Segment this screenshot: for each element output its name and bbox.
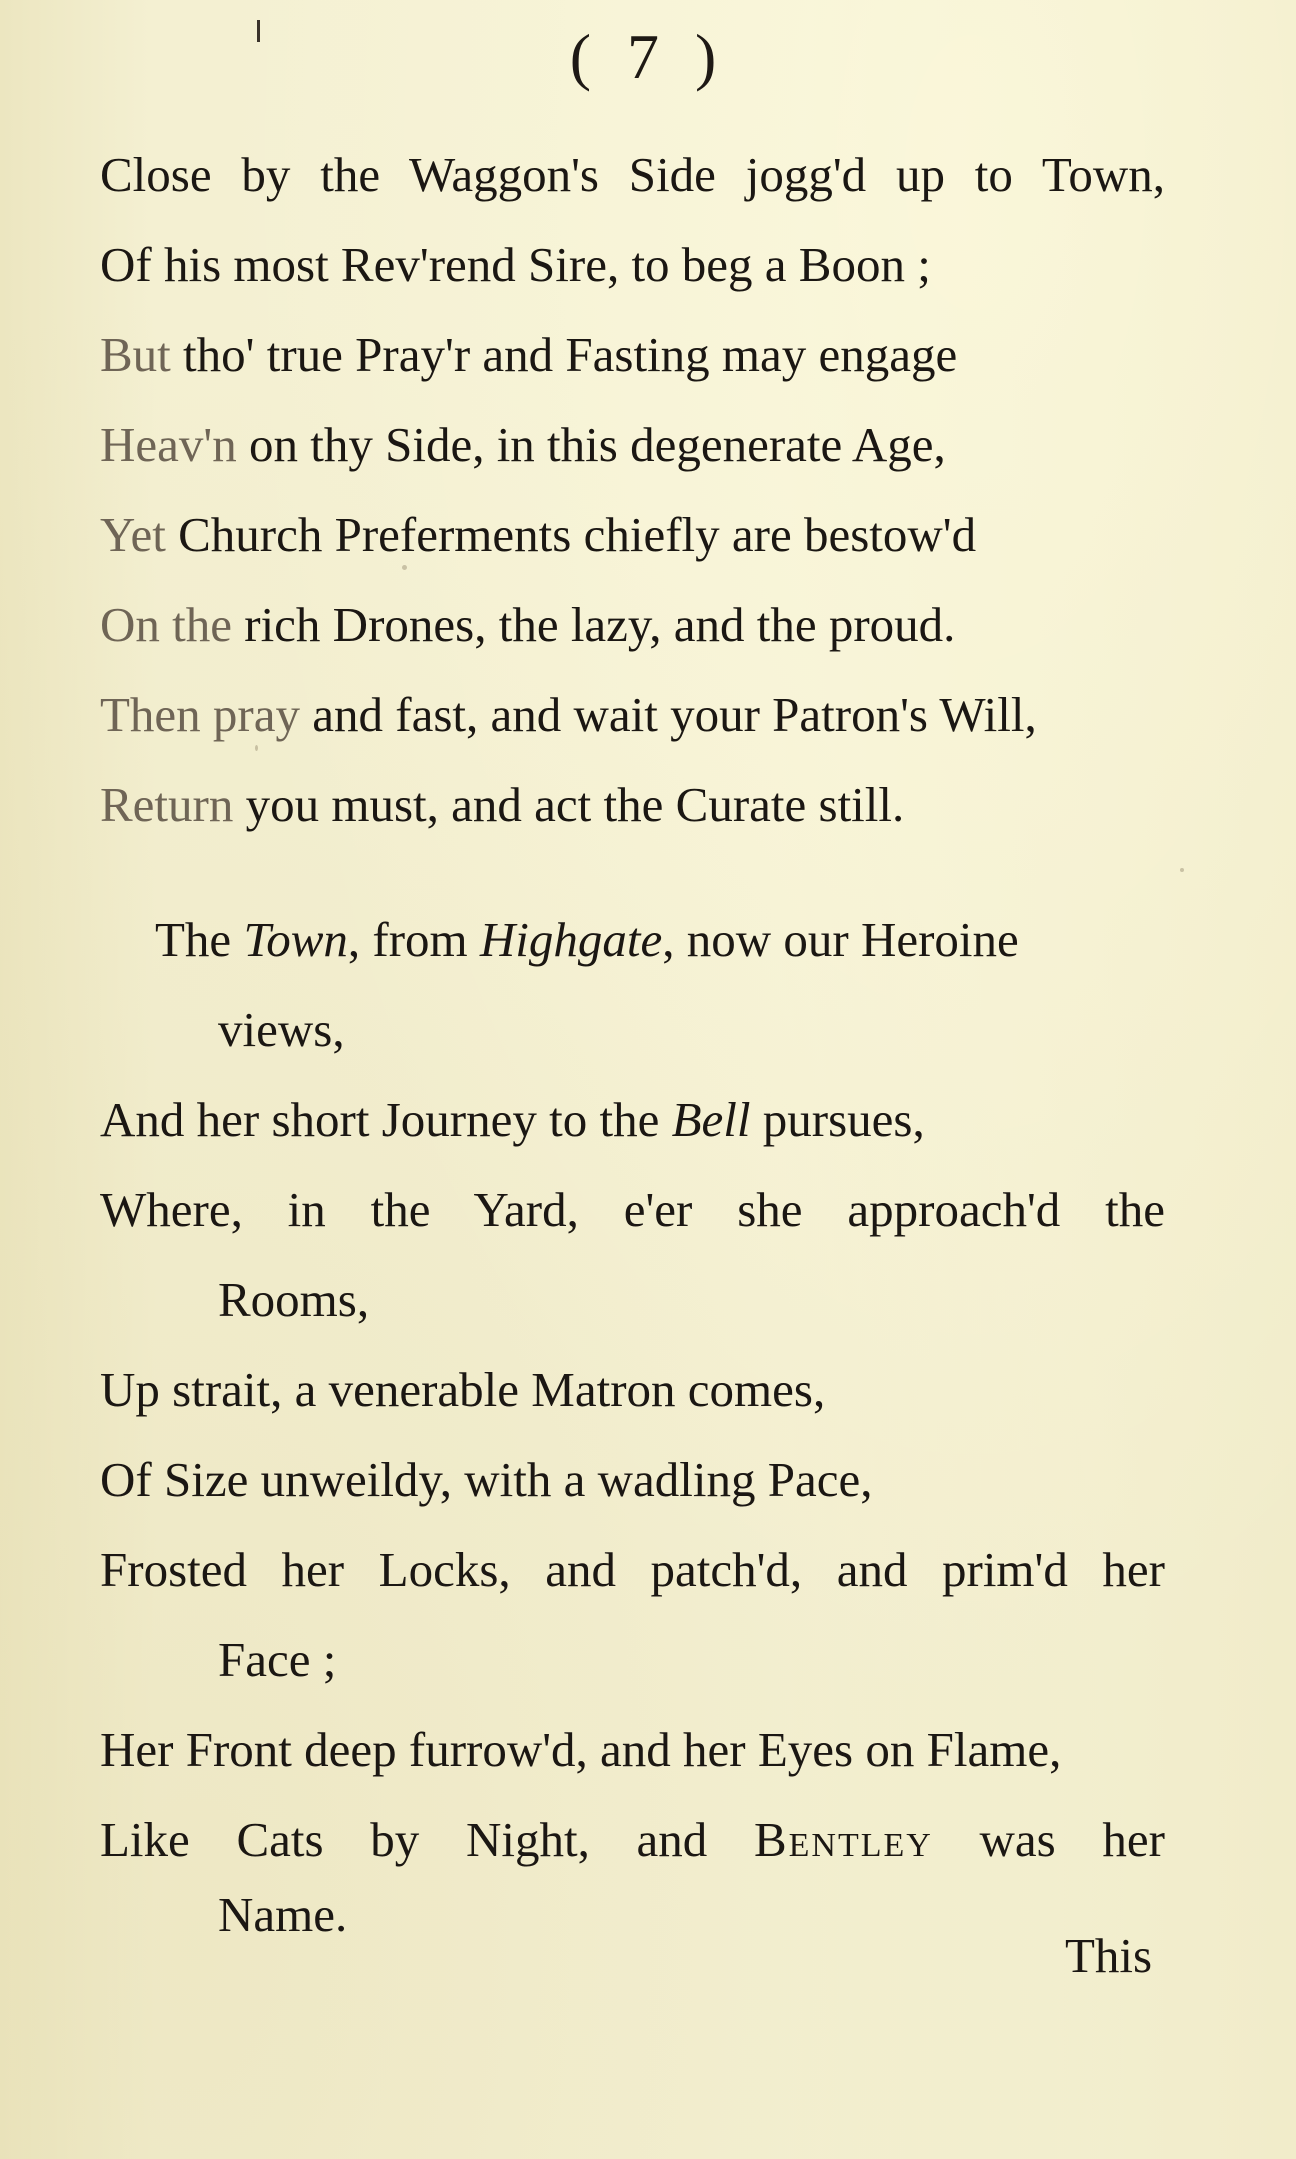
verse-text: And her short Journey to the [100, 1092, 672, 1147]
verse-line [100, 325, 957, 385]
verse-line [100, 1360, 825, 1420]
verse-line-runover [218, 1000, 345, 1060]
verse-line-runover [218, 1630, 336, 1690]
small-caps-name: Bentley [753, 1812, 933, 1867]
verse-text-faded: Heav'n [100, 417, 237, 472]
paper-fleck [402, 565, 407, 570]
verse-text: Church Preferments chiefly are bestow'd [165, 507, 977, 562]
verse-text: Like Cats by Night, and [100, 1812, 754, 1867]
verse-text: Her Front deep furrow'd, and her Eyes on Flame, [100, 1722, 1062, 1777]
verse-text: Name. [218, 1887, 348, 1942]
verse-text: and fast, and wait your Patron's Will, [300, 687, 1037, 742]
verse-text-faded: But [100, 327, 171, 382]
verse-line [100, 1540, 1165, 1600]
verse-line [100, 1180, 1165, 1240]
verse-text: Frosted her Locks, and patch'd, and prim'd her [100, 1542, 1165, 1597]
verse-line [100, 415, 946, 475]
verse-line [100, 775, 904, 835]
verse-line [155, 910, 1019, 970]
verse-line [100, 595, 955, 655]
page-number: ( 7 ) [569, 21, 727, 92]
verse-line [100, 1090, 925, 1150]
verse-text-faded: Return [100, 777, 234, 832]
verse-text: tho' true Pray'r and Fasting may engage [170, 327, 958, 382]
italic-word-highgate: Highgate [479, 912, 663, 967]
verse-text: was her [932, 1812, 1165, 1867]
verse-text: Of his most Rev'rend Sire, to beg a Boon ; [100, 237, 931, 292]
verse-line [100, 505, 976, 565]
verse-text-faded: Then pray [100, 687, 300, 742]
verse-text: Where, in the Yard, e'er she approach'd the [100, 1182, 1165, 1237]
verse-text: on thy Side, in this degenerate Age, [236, 417, 946, 472]
verse-line [100, 145, 1165, 205]
verse-text: Close by the Waggon's Side jogg'd up to Town, [100, 147, 1165, 202]
verse-line [100, 235, 931, 295]
italic-word-town: Town [243, 912, 348, 967]
verse-text: pursues, [750, 1092, 925, 1147]
verse-line [100, 1810, 1165, 1870]
verse-text-faded: Yet [100, 507, 166, 562]
verse-text: The [155, 912, 244, 967]
verse-text: Face ; [218, 1632, 337, 1687]
verse-line [100, 1450, 872, 1510]
verse-line-runover [218, 1270, 369, 1330]
verse-text: , now our Heroine [662, 912, 1019, 967]
catchword: This [1065, 1928, 1153, 1983]
verse-text: Rooms, [218, 1272, 370, 1327]
verse-text: views, [218, 1002, 345, 1057]
paper-fleck [1180, 868, 1184, 872]
verse-text: Up strait, a venerable Matron comes, [100, 1362, 826, 1417]
verse-text: , from [347, 912, 480, 967]
paper-fleck [255, 745, 258, 751]
verse-line [100, 685, 1037, 745]
verse-line [100, 1720, 1061, 1780]
italic-word-bell: Bell [671, 1092, 751, 1147]
verse-text: you must, and act the Curate still. [233, 777, 905, 832]
verse-line-runover [218, 1885, 347, 1945]
verse-text: Of Size unweildy, with a wadling Pace, [100, 1452, 873, 1507]
verse-text: rich Drones, the lazy, and the proud. [232, 597, 956, 652]
verse-text-faded: On the [100, 597, 232, 652]
